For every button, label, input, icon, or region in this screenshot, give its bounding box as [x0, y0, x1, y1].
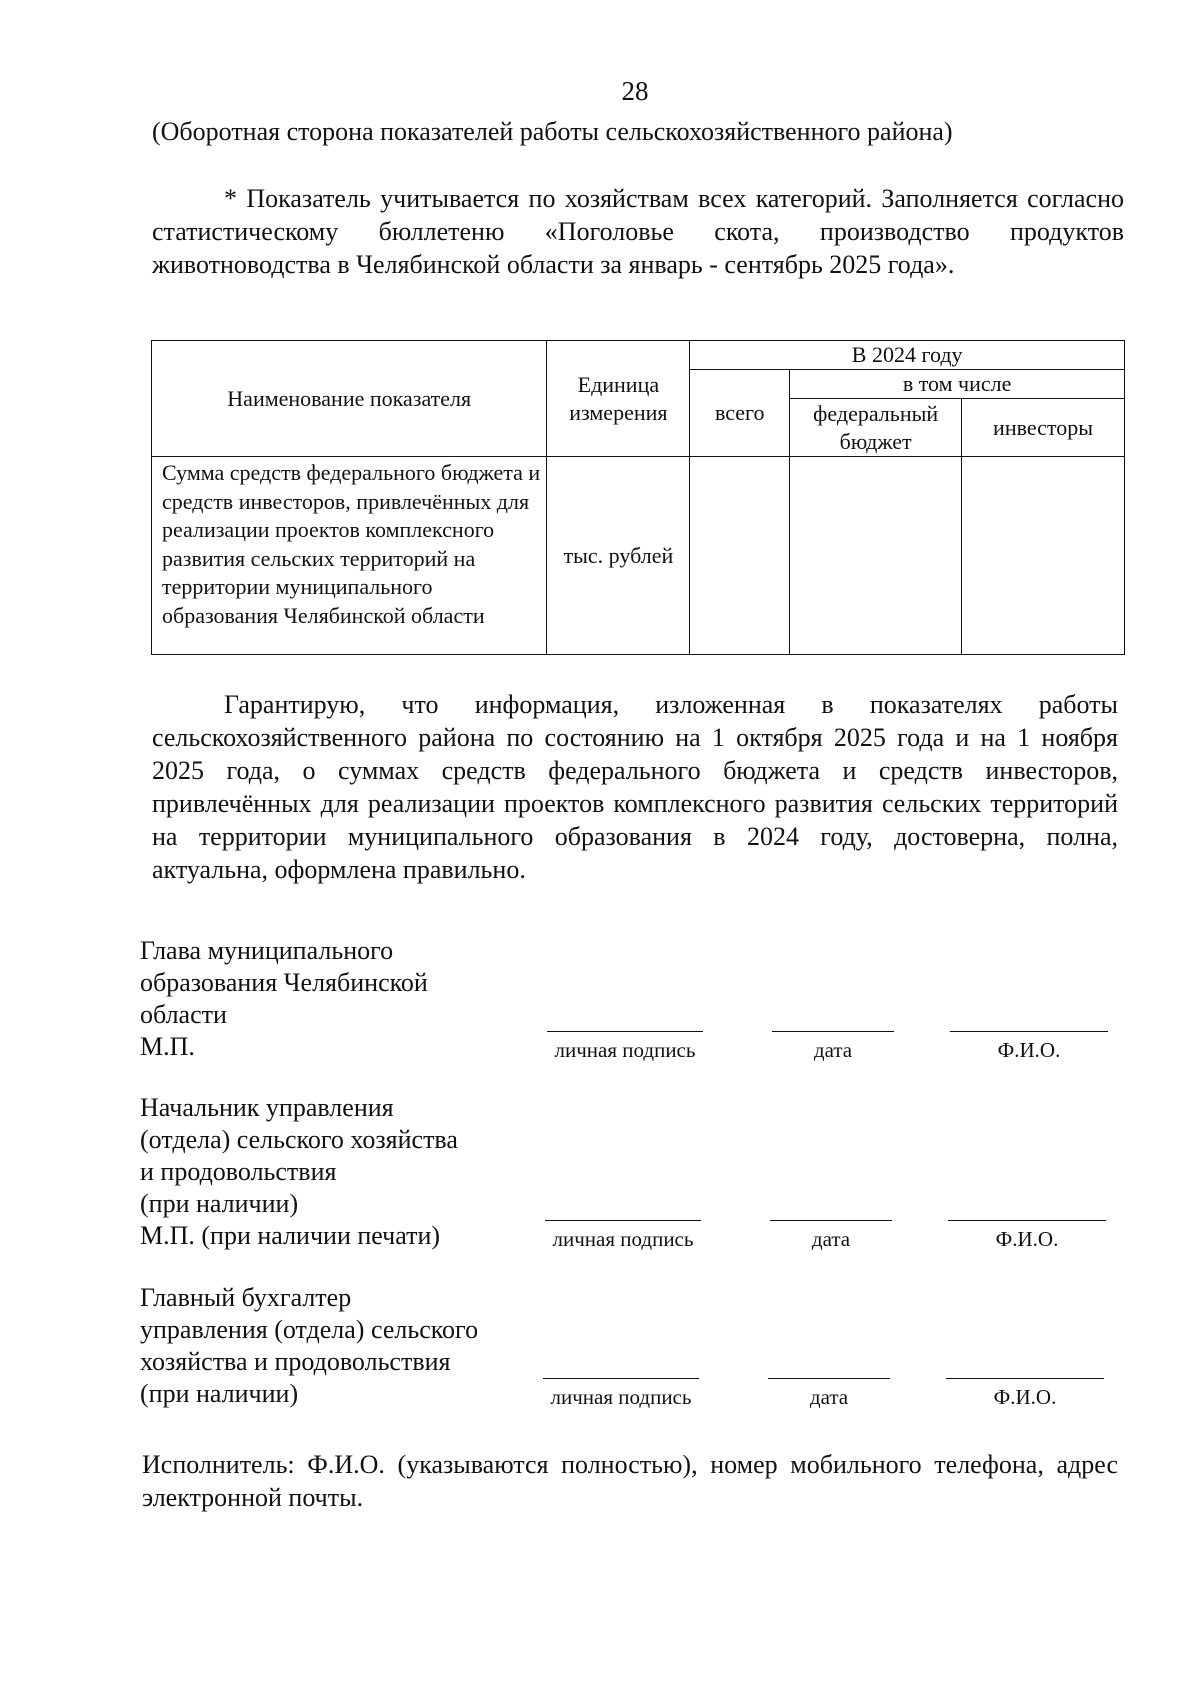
indicators-table — [151, 340, 1125, 655]
row-federal — [790, 457, 962, 655]
signature-field[interactable]: личная подпись — [547, 1031, 703, 1063]
row-unit: тыс. рублей — [547, 457, 690, 655]
table-row — [152, 457, 1125, 655]
signature-field[interactable]: личная подпись — [543, 1378, 699, 1410]
signatory-role: Глава муниципального образования Челябинской области М.П. — [140, 936, 428, 1061]
name-field[interactable]: Ф.И.О. — [950, 1031, 1108, 1063]
row-investors — [962, 457, 1125, 655]
header-federal: федеральный бюджет — [790, 399, 962, 457]
row-total — [690, 457, 790, 655]
guarantee-statement: Гарантирую, что информация, изложенная в показателях работы сельскохозяйственного района по состоянию на 1 октября 2025 года и на 1 ноября 2025 года, о суммах средств федерального бюджета и средств инвесторов, привлечённых для реализации проектов комплексного развития сельских территорий на территории муниципального образования в 2024 году, достоверна, полна, актуальна, оформлена правильно. — [152, 690, 1118, 884]
date-field[interactable]: дата — [770, 1220, 892, 1252]
name-field[interactable]: Ф.И.О. — [946, 1378, 1104, 1410]
header-name: Наименование показателя — [152, 341, 547, 457]
header-including: в том числе — [790, 370, 1125, 399]
signature-field[interactable]: личная подпись — [545, 1220, 701, 1252]
header-unit: Единица измерения — [547, 341, 690, 457]
signatory-head — [140, 935, 1120, 1065]
header-total: всего — [690, 370, 790, 457]
row-name: Сумма средств федерального бюджета и средств инвесторов, привлечённых для реализации проектов комплексного развития сельских территорий на территории муниципального образования Челябинской области — [152, 457, 547, 655]
page-number: 28 — [621, 76, 649, 106]
name-field[interactable]: Ф.И.О. — [948, 1220, 1106, 1252]
date-field[interactable]: дата — [772, 1031, 894, 1063]
signatory-role: Начальник управления (отдела) сельского хозяйства и продовольствия (при наличии) М.П. (при наличии печати) — [140, 1093, 458, 1250]
header-year: В 2024 году — [690, 341, 1125, 370]
signatory-agriculture-chief — [140, 1092, 1120, 1257]
header-investors: инвесторы — [962, 399, 1125, 457]
signatory-role: Главный бухгалтер управления (отдела) сельского хозяйства и продовольствия (при наличии) — [140, 1283, 479, 1408]
executor-note: Исполнитель: Ф.И.О. (указываются полностью), номер мобильного телефона, адрес электронной почты. — [142, 1450, 1118, 1512]
signatory-chief-accountant — [140, 1282, 1120, 1417]
date-field[interactable]: дата — [768, 1378, 890, 1410]
page-subtitle: (Оборотная сторона показателей работы сельскохозяйственного района) — [152, 117, 953, 146]
footnote: * Показатель учитывается по хозяйствам всех категорий. Заполняется согласно статистическому бюллетеню «Поголовье скота, производство продуктов животноводства в Челябинской области за январь - сентябрь 2025 года». — [152, 184, 1124, 279]
